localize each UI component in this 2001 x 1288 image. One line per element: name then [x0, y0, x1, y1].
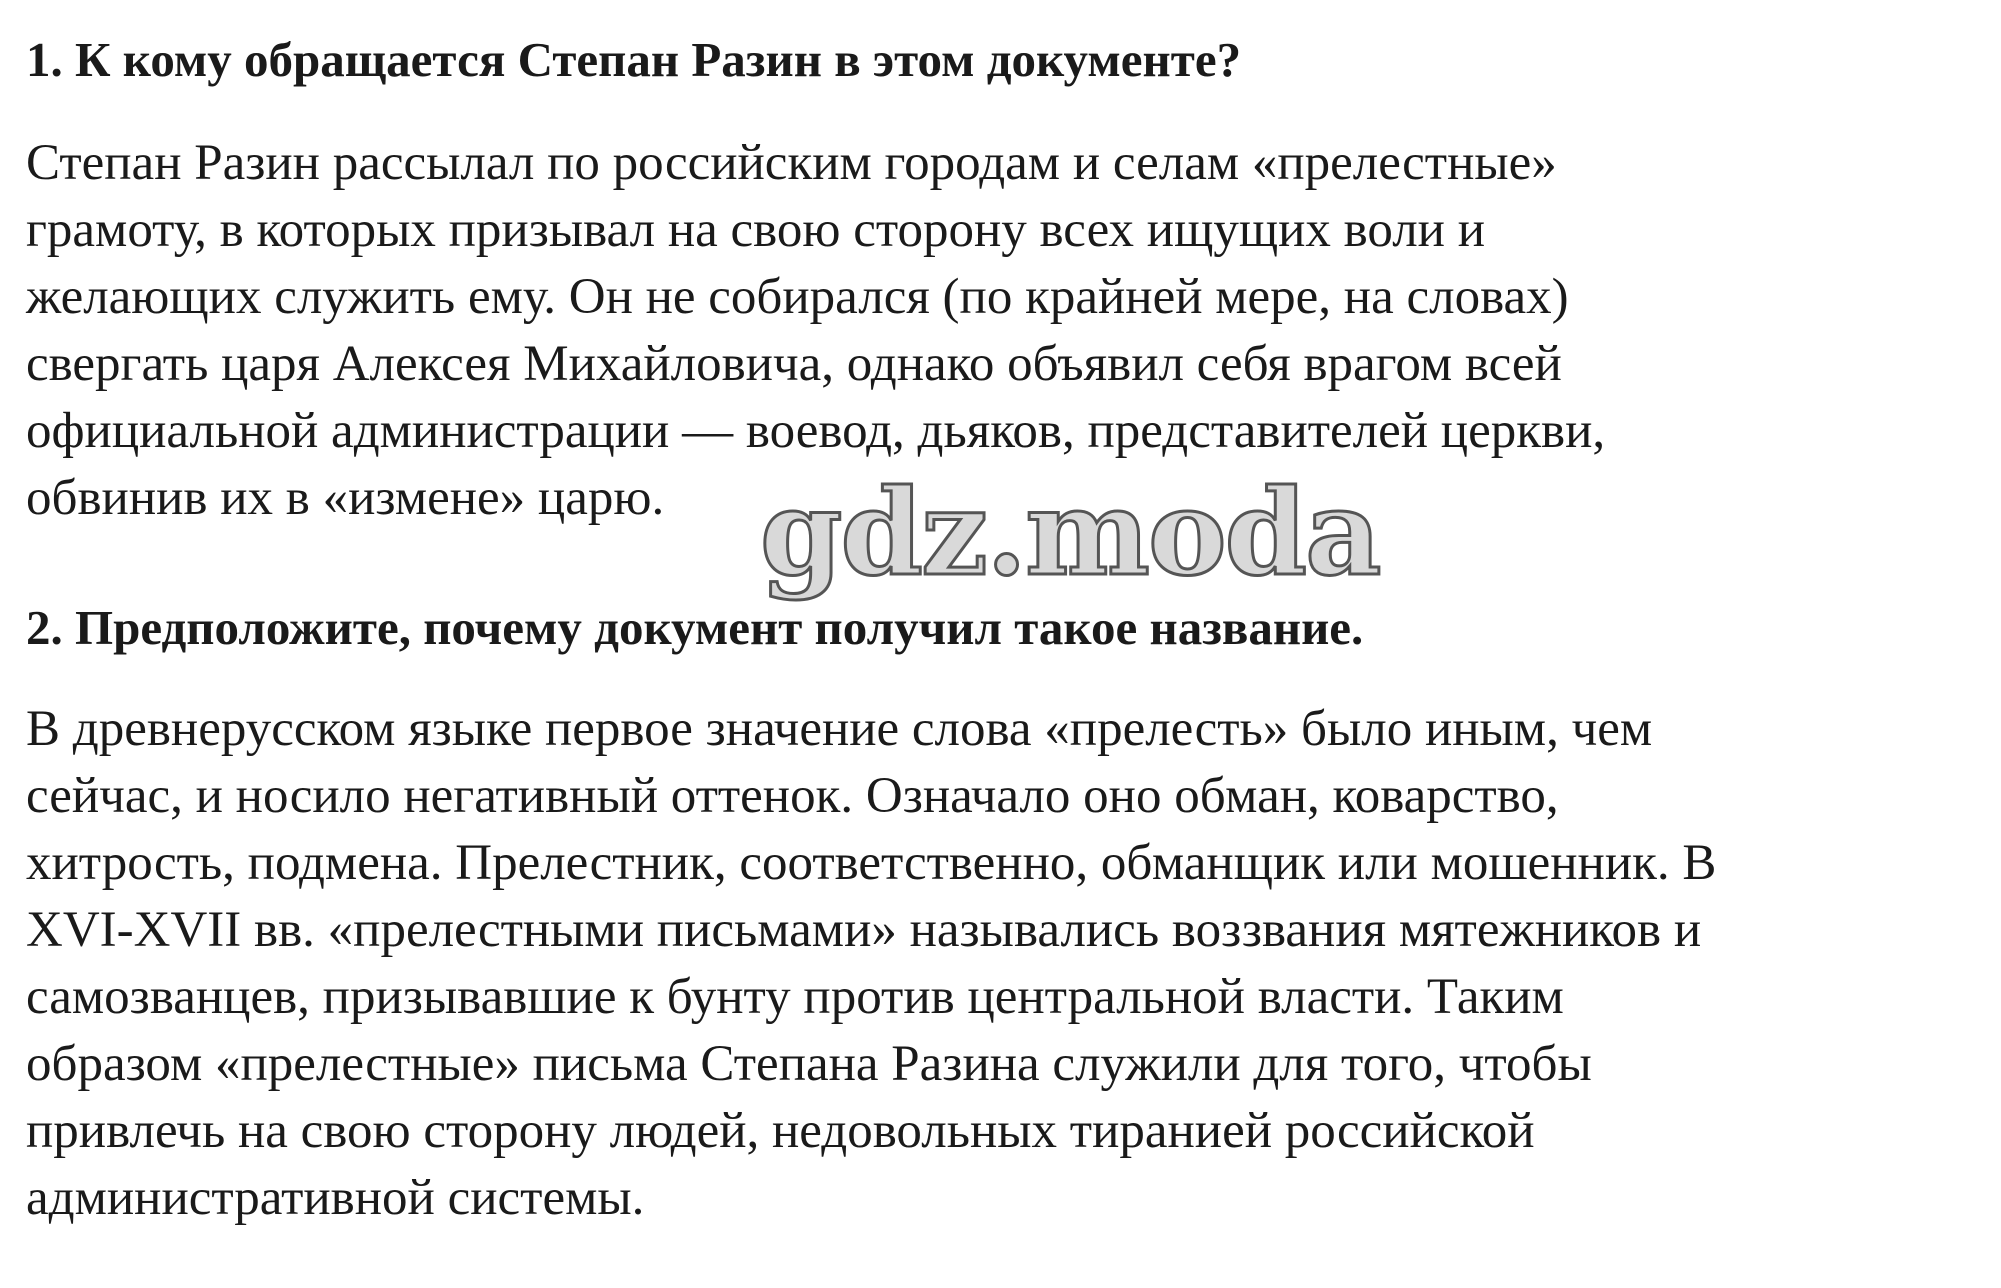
answer-2-line: В древнерусском языке первое значение слова «прелесть» было иным, чем [26, 701, 1653, 757]
answer-1-line: грамоту, в которых призывал на свою сторону всех ищущих воли и [26, 202, 1486, 258]
answer-2-line: административной системы. [26, 1170, 645, 1226]
answer-1-line: Степан Разин рассылал по российским городам и селам «прелестные» [26, 135, 1557, 191]
question-1-heading: 1. К кому обращается Степан Разин в этом документе? [26, 32, 1242, 87]
question-2-heading: 2. Предположите, почему документ получил такое название. [26, 600, 1364, 655]
answer-1-line: желающих служить ему. Он не собирался (по крайней мере, на словах) [26, 269, 1569, 325]
answer-2-line: хитрость, подмена. Прелестник, соответственно, обманщик или мошенник. В [26, 835, 1717, 891]
answer-2-line: образом «прелестные» письма Степана Разина служили для того, чтобы [26, 1036, 1592, 1092]
answer-2-line: сейчас, и носило негативный оттенок. Означало оно обман, коварство, [26, 768, 1559, 824]
answer-1-line: обвинив их в «измене» царю. [26, 470, 665, 526]
answer-1-line: официальной администрации — воевод, дьяков, представителей церкви, [26, 403, 1606, 459]
answer-2-text [26, 696, 1986, 1232]
answer-2-line: самозванцев, призывавшие к бунту против центральной власти. Таким [26, 969, 1564, 1025]
answer-2-line: XVI-XVII вв. «прелестными письмами» назывались воззвания мятежников и [26, 902, 1702, 958]
answer-1-line: свергать царя Алексея Михайловича, однако объявил себя врагом всей [26, 336, 1562, 392]
watermark-logo: gdz.moda [760, 463, 1380, 602]
answer-2-line: привлечь на свою сторону людей, недовольных тиранией российской [26, 1103, 1535, 1159]
